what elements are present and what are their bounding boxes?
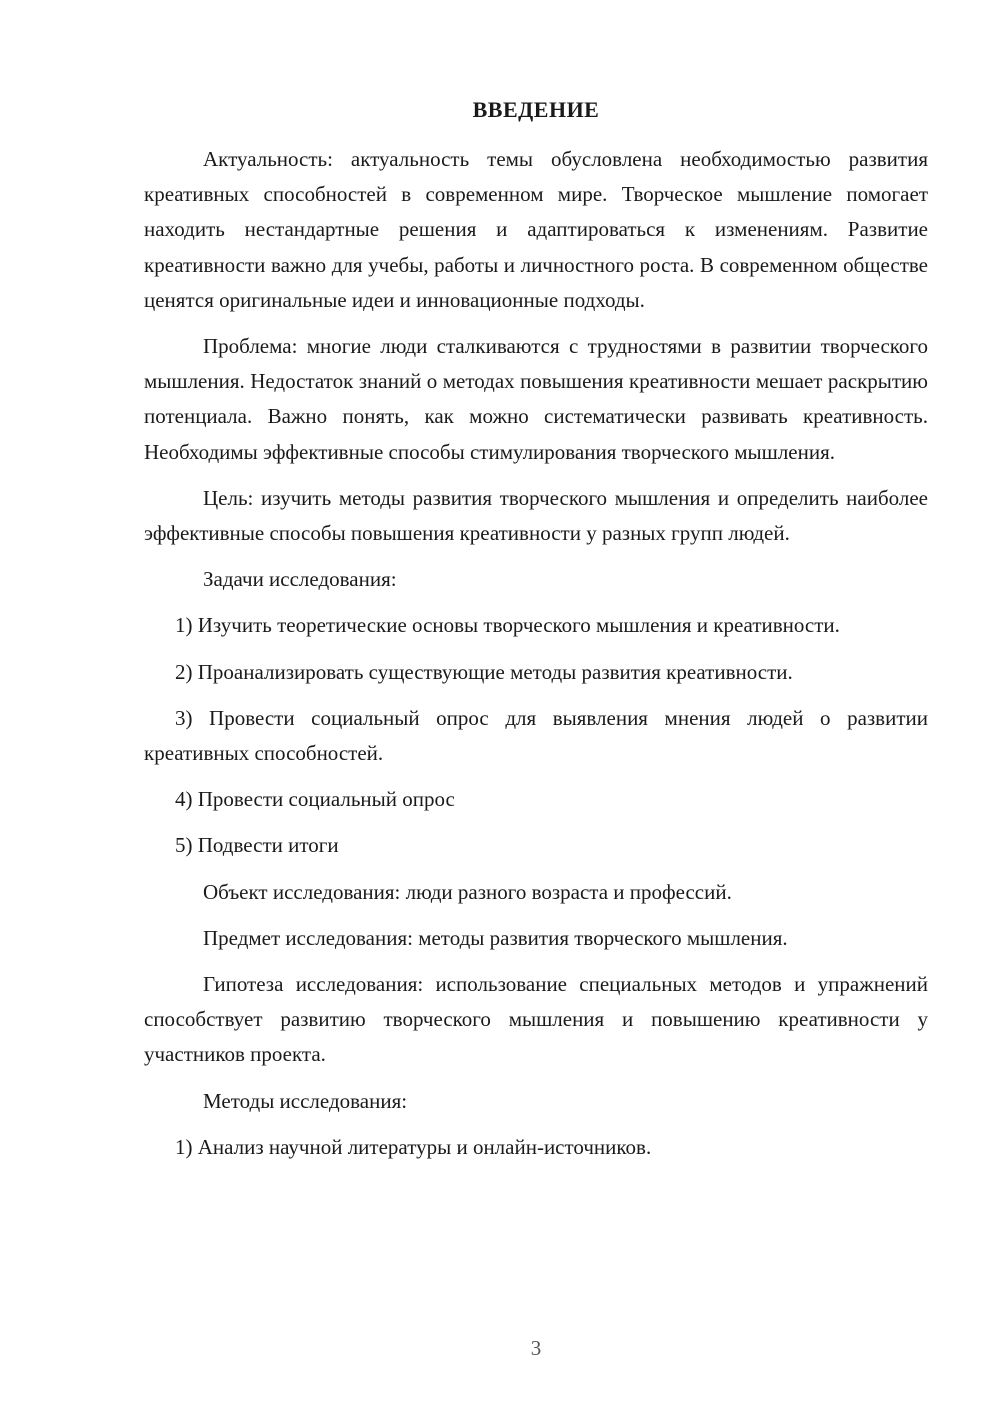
- page-title: ВВЕДЕНИЕ: [472, 97, 600, 122]
- paragraph-problem: Проблема: многие люди сталкиваются с трудностями в развитии творческого мышления. Недостаток знаний о методах повышения креативности мешает раскрытию потенциала. Важно понять, как можно систематически развивать креативность. Необходимы эффективные способы стимулирования творческого мышления.: [144, 334, 928, 464]
- paragraph-hypothesis: Гипотеза исследования: использование специальных методов и упражнений способствует развитию творческого мышления и повышению креативности у участников проекта.: [144, 972, 928, 1067]
- paragraph-relevance: Актуальность: актуальность темы обусловлена необходимостью развития креативных способностей в современном мире. Творческое мышление помогает находить нестандартные решения и адаптироваться к изменениям. Развитие креативности важно для учебы, работы и личностного роста. В современном обществе ценятся оригинальные идеи и инновационные подходы.: [144, 147, 928, 312]
- paragraph-tasks-heading: Задачи исследования:: [203, 567, 397, 592]
- paragraph-object: Объект исследования: люди разного возраста и профессий.: [203, 879, 732, 904]
- list-item-task-1: 1) Изучить теоретические основы творческого мышления и креативности.: [175, 613, 840, 638]
- paragraph-methods-heading: Методы исследования:: [203, 1088, 408, 1113]
- paragraph-subject: Предмет исследования: методы развития творческого мышления.: [203, 925, 788, 950]
- list-item-task-4: 4) Провести социальный опрос: [175, 787, 455, 812]
- list-item-task-5: 5) Подвести итоги: [175, 833, 339, 858]
- list-item-method-1: 1) Анализ научной литературы и онлайн-источников.: [175, 1134, 652, 1159]
- paragraph-goal: Цель: изучить методы развития творческого мышления и определить наиболее эффективные способы повышения креативности у разных групп людей.: [144, 485, 928, 546]
- list-item-task-2: 2) Проанализировать существующие методы развития креативности.: [175, 659, 793, 684]
- page-number: 3: [530, 1336, 542, 1360]
- page-content: [144, 96, 928, 1165]
- list-item-task-3: 3) Провести социальный опрос для выявления мнения людей о развитии креативных способностей.: [144, 705, 928, 766]
